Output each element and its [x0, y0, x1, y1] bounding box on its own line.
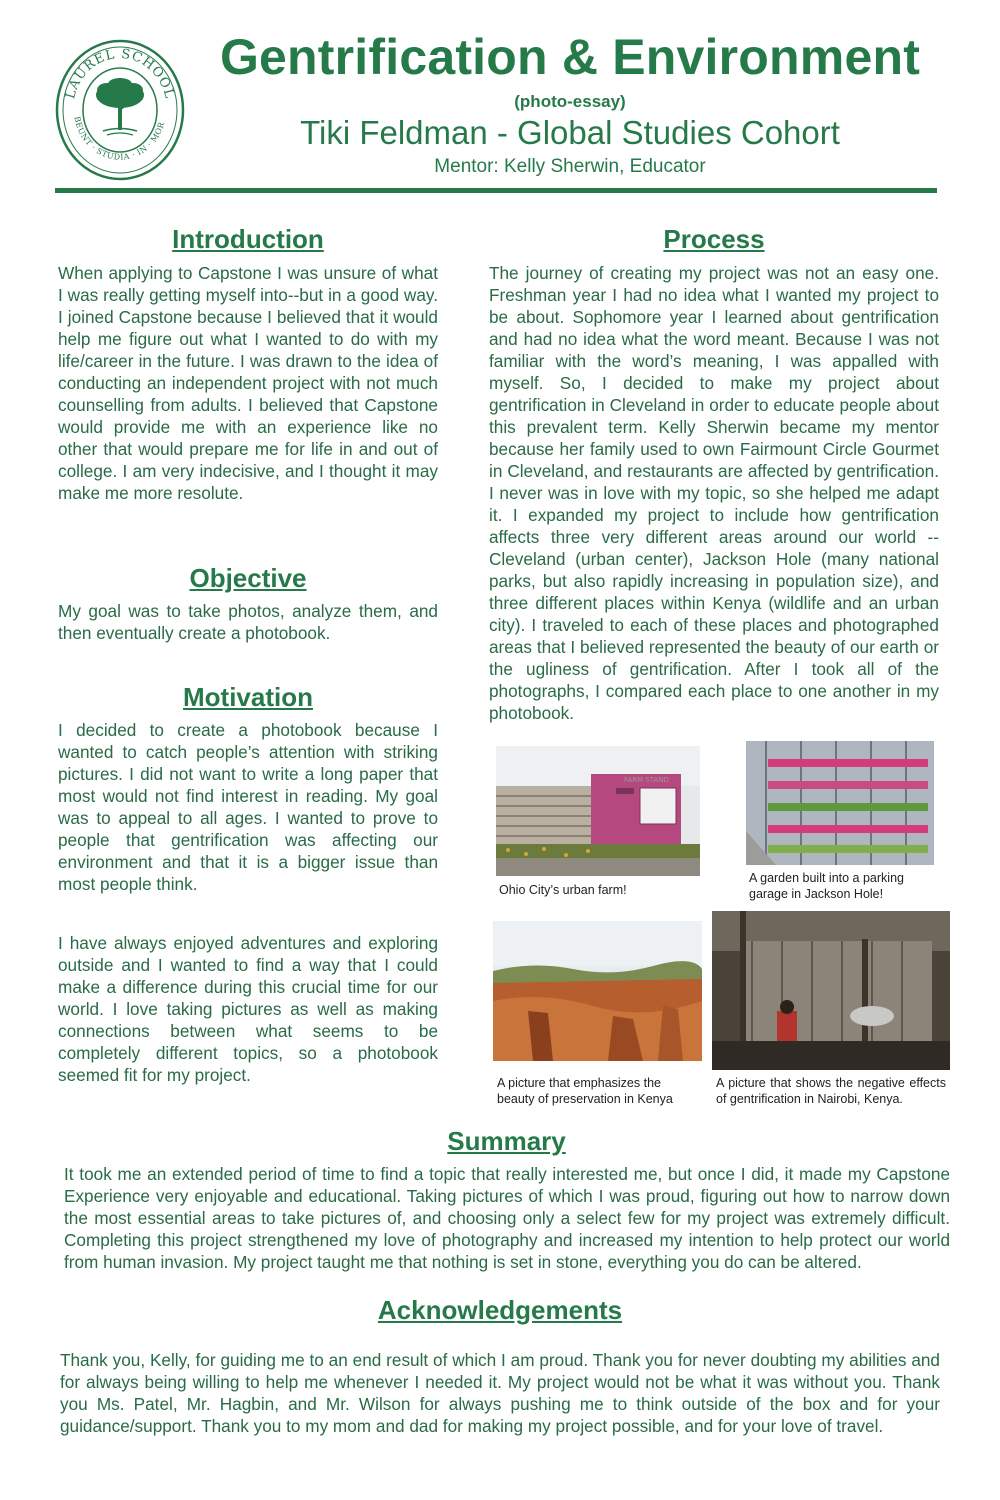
acknowledgements-heading: Acknowledgements	[377, 1295, 623, 1325]
kenya-landscape-caption: A picture that emphasizes the beauty of preservation in Kenya	[497, 1076, 673, 1106]
garage-garden-caption: A garden built into a parking garage in Jackson Hole!	[749, 871, 904, 901]
garage-garden-photo	[746, 741, 934, 865]
process-heading: Process	[663, 224, 765, 254]
objective-text: My goal was to take photos, analyze them, and then eventually create a photobook.	[58, 601, 438, 643]
mentor-line: Mentor: Kelly Sherwin, Educator	[434, 156, 706, 177]
process-text: The journey of creating my project was not an easy one. Freshman year I had no idea what I wanted my project to be about. Sophomore year I learned about gentrification and had no idea what the word meant. Because I was not familiar with the word’s meaning, I was appalled with myself. So, I decided to make my project about gentrification in Cleveland in order to educate people about this prevalent term. Kelly Sherwin became my mentor because her family used to own Fairmount Circle Gourmet in Cleveland, and restaurants are affected by gentrification. I never was in love with my topic, so she helped me adapt it. I expanded my project to include how gentrification affects three very different areas around our world -- Cleveland (urban center), Jackson Hole (many national parks, but also rapidly increasing in population size), and three different places within Kenya (wildlife and an urban city). I traveled to each of these places and photographed areas that I believed represented the beauty of our earth or the ugliness of gentrification. After I took all of the photographs, I compared each place to one another in my photobook.	[489, 263, 939, 723]
author-line: Tiki Feldman - Global Studies Cohort	[300, 114, 840, 151]
laurel-school-logo	[55, 38, 185, 181]
urban-farm-photo	[496, 746, 700, 876]
nairobi-caption: A picture that shows the negative effects of gentrification in Nairobi, Kenya.	[716, 1076, 946, 1106]
poster-subtitle: (photo-essay)	[514, 92, 626, 111]
summary-text: It took me an extended period of time to find a topic that really interested me, but once I did, it made my Capstone Experience very enjoyable and educational. Taking pictures of which I was proud, figuring out how to narrow down the most essential areas to take pictures of, and choosing only a select few for my project was extremely difficult. Completing this project strengthened my love of photography and increased my intention to help protect our world from human invasion. My project taught me that nothing is set in stone, everything you do can be altered.	[64, 1164, 950, 1272]
introduction-heading: Introduction	[172, 224, 324, 254]
urban-farm-caption: Ohio City’s urban farm!	[499, 883, 627, 897]
kenya-landscape-photo	[493, 921, 702, 1061]
header-divider	[55, 188, 937, 193]
introduction-text: When applying to Capstone I was unsure of what I was really getting myself into--but in a good way. I joined Capstone because I believed that it would help me figure out what I wanted to do with my life/career in the future. I was drawn to the idea of conducting an independent project with not much counselling from adults. I believed that Capstone would provide me with an experience like no other that would prepare me for life in and out of college. I am very indecisive, and I thought it may make me more resolute.	[58, 263, 438, 503]
poster-title: Gentrification & Environment	[219, 29, 921, 85]
summary-heading: Summary	[447, 1126, 566, 1156]
nairobi-photo	[712, 911, 950, 1070]
svg-text:LAUREL SCHOOL: LAUREL SCHOOL	[63, 46, 177, 101]
objective-heading: Objective	[189, 563, 307, 593]
motivation-heading: Motivation	[183, 682, 313, 712]
farm-stand-sign: FARM STAND	[624, 776, 669, 784]
motivation-text-2: I have always enjoyed adventures and exploring outside and I wanted to find a way that I could make a difference during this crucial time for our world. I love taking pictures as well as making connections between what seems to be completely different topics, so a photobook seemed fit for my project.	[58, 933, 438, 1085]
svg-text:ABEUNT · STUDIA · IN · MORES: BEUNT · STUDIA · IN · MOR	[72, 115, 167, 162]
acknowledgements-text: Thank you, Kelly, for guiding me to an end result of which I am proud. Thank you for never doubting my abilities and for always being willing to help me whenever I needed it. My project would not be what it was without you. Thank you Ms. Patel, Mr. Hagbin, and Mr. Wilson for always pushing me to think outside of the box and for your guidance/support. Thank you to my mom and dad for making my project possible, and for your love of travel.	[60, 1350, 940, 1436]
motivation-text-1: I decided to create a photobook because I wanted to catch people’s attention with striking pictures. I did not want to write a long paper that most would not find interest in reading. My goal was to appeal to all ages. I wanted to prove to people that gentrification was affecting our environment and that it is a bigger issue than most people think.	[58, 720, 438, 894]
